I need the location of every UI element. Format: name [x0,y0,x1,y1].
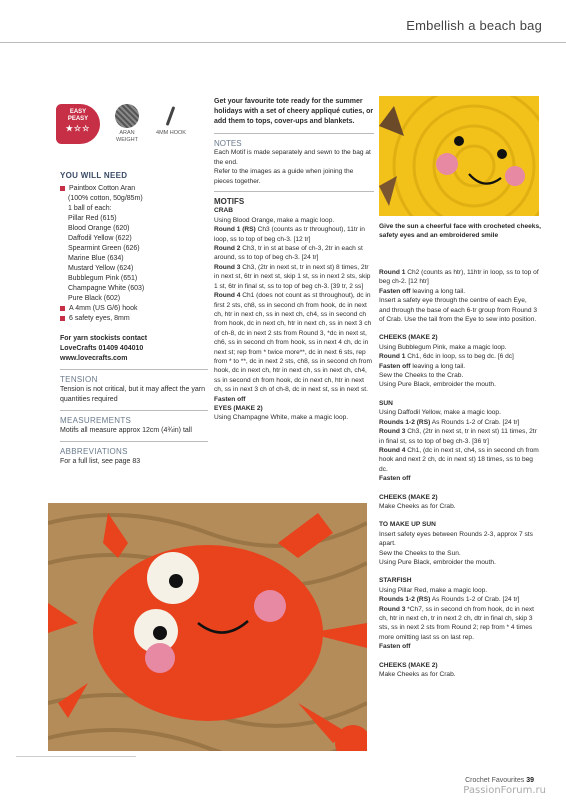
hook-text: A 4mm (US G/6) hook [69,305,138,312]
divider [60,441,208,442]
make-up-sun-heading: TO MAKE UP SUN [379,521,436,529]
hook-item [60,304,208,314]
crochet-hook-icon [159,104,183,128]
hook-size-info [154,104,188,137]
round-text: Ch3, tr in st at base of ch-3, 2tr in each st around, ss to top of beg ch-3. [24 tr] [214,245,363,262]
cheeks-heading: CHEEKS (MAKE 2) [379,334,438,342]
starfish-fasten-off: Fasten off [379,643,411,651]
sun-fasten-off: Fasten off [379,475,411,483]
colour-7: Champagne White (603) [68,285,145,292]
yarn-detail: (100% cotton, 50g/85m) [68,195,143,202]
round-label: Round 1 (RS) [214,226,256,234]
round-label: Round 1 [379,269,406,276]
header-rule [0,42,566,43]
safety-eye-instruction: Insert a safety eye through the centre of each Eye, and through the base of each 6-tr group from Round 3 of Crab. Use the tail from the Eye to sew into position. [379,297,537,324]
crab-round1 [214,225,374,244]
footer-rule [16,756,136,757]
round-text: Ch1, 6dc in loop, ss to beg dc. [6 dc] [405,353,514,361]
round-text: Ch1, (dc in next st, ch4, ss in second ch from hook and next 2 ch, dc in next st) 18 times, ss to beg dc. [379,446,539,473]
measurements-text: Motifs all measure approx 12cm (4¾in) tall [60,427,192,434]
colour-8: Pure Black (602) [68,295,121,302]
fasten-off-text: leaving a long tail. [410,287,466,295]
cheeks-mouth: Using Pure Black, embroider the mouth. [379,381,496,389]
badge-line2: PEASY [67,116,89,122]
yarn-weight-info [110,104,144,144]
yarn-name: Paintbox Cotton Aran [69,185,136,192]
divider [214,191,374,192]
notes-heading: NOTES [214,139,242,148]
sun-cheeks-heading: CHEEKS (MAKE 2) [379,493,438,501]
stockists-line2: LoveCrafts 01409 404010 [60,345,144,352]
badge-line1: EASY [69,109,87,115]
abbreviations-heading: ABBREVIATIONS [60,447,128,456]
pattern-column-right [379,268,539,679]
notes-line1: Each Motif is made separately and sewn to the bag at the end. [214,149,371,166]
yarn-weight-label: ARAN WEIGHT [116,130,138,143]
stockists-url: www.lovecrafts.com [60,355,128,362]
starfish-start: Using Pillar Red, make a magic loop. [379,586,488,594]
make-up-line3: Using Pure Black, embroider the mouth. [379,558,496,566]
crab-start: Using Blood Orange, make a magic loop. [214,216,335,224]
fasten-off-label: Fasten off [379,362,411,370]
round-label: Round 1 [379,353,406,361]
tension-text: Tension is not critical, but it may affect the yarn quantities required [60,386,205,403]
crab-illustration [48,503,367,751]
measurements-heading: MEASUREMENTS [60,416,132,425]
motifs-heading: MOTIFS [214,197,245,207]
colour-4: Marine Blue (634) [68,255,124,262]
abbreviations-text: For a full list, see page 83 [60,458,141,465]
round-label: Round 2 [214,245,241,253]
yarn-ball-icon [115,104,139,128]
divider [214,133,374,134]
bullet-square-icon [60,306,65,311]
round-text: As Rounds 1-2 of Crab. [24 tr] [430,596,520,604]
colour-6: Bubblegum Pink (651) [68,275,138,282]
crab-round4 [214,291,374,394]
starfish-cheeks-text: Make Cheeks as for Crab. [379,671,456,679]
starfish-heading: STARFISH [379,577,412,585]
eyes-heading: EYES (MAKE 2) [214,404,263,412]
stockists-line1: For yarn stockists contact [60,335,148,342]
divider [60,410,208,411]
difficulty-badge [56,104,100,144]
watermark: PassionForum.ru [463,785,546,796]
crab-round2 [214,244,374,263]
eyes-text: 6 safety eyes, 8mm [69,315,130,322]
page-footer [465,777,534,784]
round-label: Rounds 1-2 (RS) [379,418,431,426]
notes-line2: Refer to the images as a guide when joining the pieces together. [214,168,354,185]
sun-start: Using Daffodil Yellow, make a magic loop. [379,409,501,417]
sun-photo-caption: Give the sun a cheerful face with crocheted cheeks, safety eyes and an embroidered smile [379,223,541,239]
round-text: As Rounds 1-2 of Crab. [24 tr] [430,418,520,426]
sun-illustration [379,96,539,216]
round-text: Ch2 (counts as htr), 11htr in loop, ss to top of beg ch-2. [12 htr] [379,269,539,286]
round-text: Ch3, (2tr in next st, tr in next st) 11 times, 2tr in final st, ss to top of beg ch-3. [36 tr] [379,428,537,445]
round-text: Ch3 (counts as tr throughout), 11tr in loop, ss to top of beg ch-3. [12 tr] [214,226,365,243]
pattern-column-middle [214,97,374,423]
eyes-item [60,314,208,324]
round-label: Rounds 1-2 (RS) [379,596,431,604]
difficulty-row [56,104,188,144]
colour-0: Pillar Red (615) [68,215,117,222]
colour-1: Blood Orange (620) [68,225,130,232]
one-ball-note: 1 ball of each: [68,205,112,212]
materials-section [60,171,208,467]
hook-size-label: 4MM HOOK [156,130,186,136]
star-rating: ★☆☆ [65,124,91,133]
bullet-square-icon [60,186,65,191]
starfish-cheeks-heading: CHEEKS (MAKE 2) [379,661,438,669]
crab-round3 [214,263,374,291]
bullet-square-icon [60,316,65,321]
tension-heading: TENSION [60,375,98,384]
round-label: Round 3 [379,605,406,613]
make-up-line1: Insert safety eyes between Rounds 2-3, approx 7 sts apart. [379,530,533,548]
colour-5: Mustard Yellow (624) [68,265,134,272]
sun-motif-photo [379,96,539,216]
eyes-start: Using Champagne White, make a magic loop. [214,414,349,422]
round-text: Ch1 (does not count as st throughout), dc in first 2 sts, ch8, ss in second ch from hook, dc in next ch, htr in next ch, ss in next ch, ch4, ss in second ch from hook, dc in next ch, htr in next ch, ss in next 3 ch of ch-8, dc in next 2 sts from Round 3, *dc in next st, ch6, ss in second ch from hook, ss in next 4 ch, dc in next st; rep from * twice more**, dc in next 6 sts, rep from * to **, dc in next 2 sts, ch8, ss in second ch from hook, dc in next ch, htr in next ch, ss in next ch, ch4, ss in second ch from hook, dc in next ch, htr in next ch, ss in next 3 ch of ch-8, dc in next st, ss in next st. [214,292,372,394]
colour-2: Daffodil Yellow (622) [68,235,132,242]
colour-3: Spearmint Green (626) [68,245,140,252]
crab-fasten-off: Fasten off [214,395,246,403]
page-header-title: Embellish a beach bag [406,18,542,33]
make-up-line2: Sew the Cheeks to the Sun. [379,549,461,557]
sun-heading: SUN [379,399,393,407]
crab-motif-photo [48,503,367,751]
intro-text: Get your favourite tote ready for the summer holidays with a set of cheery appliqué cuties, or add them to tops, cover-ups and blankets. [214,98,374,125]
sun-cheeks-text: Make Cheeks as for Crab. [379,502,456,510]
fasten-off-label: Fasten off [379,287,411,295]
cheeks-start: Using Bubblegum Pink, make a magic loop. [379,343,507,351]
cheeks-sew: Sew the Cheeks to the Crab. [379,372,464,380]
crab-heading: CRAB [214,207,234,215]
you-will-need-heading: YOU WILL NEED [60,171,128,180]
round-label: Round 4 [214,292,241,300]
round-label: Round 4 [379,446,406,454]
round-text: *Ch7, ss in second ch from hook, dc in next ch, htr in next ch, tr in next 2 ch, dtr in final ch, skip 3 sts, ss in next 2 sts from Round 2; rep from * 4 times more omitting last ss on last rep. [379,605,535,641]
magazine-name: Crochet Favourites [465,777,525,784]
yarn-item [60,184,208,194]
round-label: Round 3 [379,428,406,436]
round-text: Ch3, (2tr in next st, tr in next st) 8 times, 2tr in next st, 6tr in next st, skip 1 st, ss in next 2 sts, skip 1 st, 6tr in final st, ss to top of beg ch-3. [39 tr, 2 ss] [214,263,371,290]
round-label: Round 3 [214,263,241,271]
fasten-off-text: leaving a long tail. [410,362,466,370]
page-number: 39 [526,777,534,784]
divider [60,369,208,370]
